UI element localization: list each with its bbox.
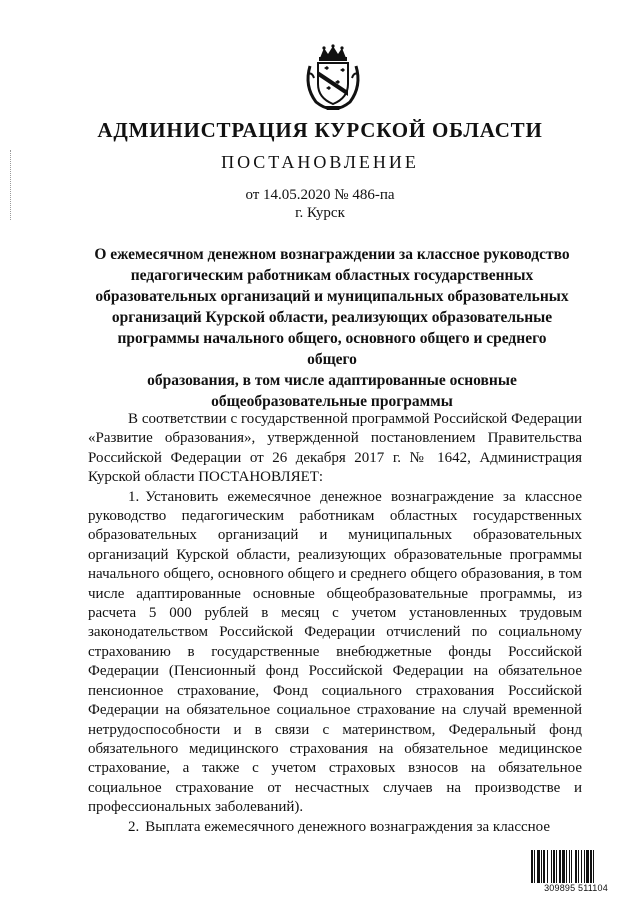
clause-number: 1. bbox=[128, 488, 140, 505]
subject-line: педагогическим работникам областных государственных bbox=[130, 267, 534, 284]
clause-2 bbox=[88, 818, 582, 837]
document-type: ПОСТАНОВЛЕНИЕ bbox=[221, 152, 419, 172]
document-body bbox=[88, 410, 582, 837]
subject-line: организаций Курской области, реализующих образовательные bbox=[111, 309, 553, 326]
organization-title: АДМИНИСТРАЦИЯ КУРСКОЙ ОБЛАСТИ bbox=[97, 118, 543, 142]
document-date-number: от 14.05.2020 № 486-па bbox=[245, 187, 395, 203]
clause-text: Установить ежемесячное денежное вознаграждение за классное руководство педагогическим работникам областных государственных образовательных организаций и муниципальных образовательных организаций Курской области, реализующих образовательные программы начального общего, основного общего и среднего общего образования, в том числе адаптированные основные общеобразовательные программы, из расчета 5 000 рублей в месяц с учетом установленных трудовым законодательством Российской Федерации отчислений по социальному страхованию в государственные внебюджетные фонды Российской Федерации (Пенсионный фонд Российской Федерации на обязательное пенсионное страхование, Фонд социального страхования Российской Федерации на обязательное социальное страхование на случай временной нетрудоспособности и в связи с материнством, Федеральный фонд обязательного медицинского страхования на обязательное медицинское страхование, а также с учетом страховых взносов на обязательное социальное страхование от несчастных случаев на производстве и профессиональных заболеваний). bbox=[88, 488, 582, 816]
coat-of-arms-icon bbox=[302, 44, 364, 112]
subject-line: образовательных организаций и муниципальных образовательных bbox=[95, 288, 569, 305]
subject-line: О ежемесячном денежном вознаграждении за классное руководство bbox=[94, 246, 570, 263]
document-city: г. Курск bbox=[295, 205, 345, 221]
barcode-number: 309895 511104 bbox=[530, 883, 622, 894]
barcode-bars bbox=[530, 850, 622, 884]
document-subject bbox=[92, 244, 572, 412]
subject-line: образования, в том числе адаптированные основные bbox=[147, 372, 517, 389]
preamble-paragraph: В соответствии с государственной программой Российской Федерации «Развитие образования», утвержденной постановлением Правительства Российской Федерации от 26 декабря 2017 г. № 1642, Администрация Курской области ПОСТАНОВЛЯЕТ: bbox=[88, 411, 582, 486]
clause-number: 2. bbox=[128, 818, 140, 835]
subject-line: общеобразовательные программы bbox=[211, 393, 453, 410]
clause-text: Выплата ежемесячного денежного вознаграждения за классное bbox=[145, 818, 551, 835]
subject-line: программы начального общего, основного общего и среднего общего bbox=[117, 330, 547, 368]
clause-1 bbox=[88, 488, 582, 818]
barcode bbox=[530, 850, 622, 896]
